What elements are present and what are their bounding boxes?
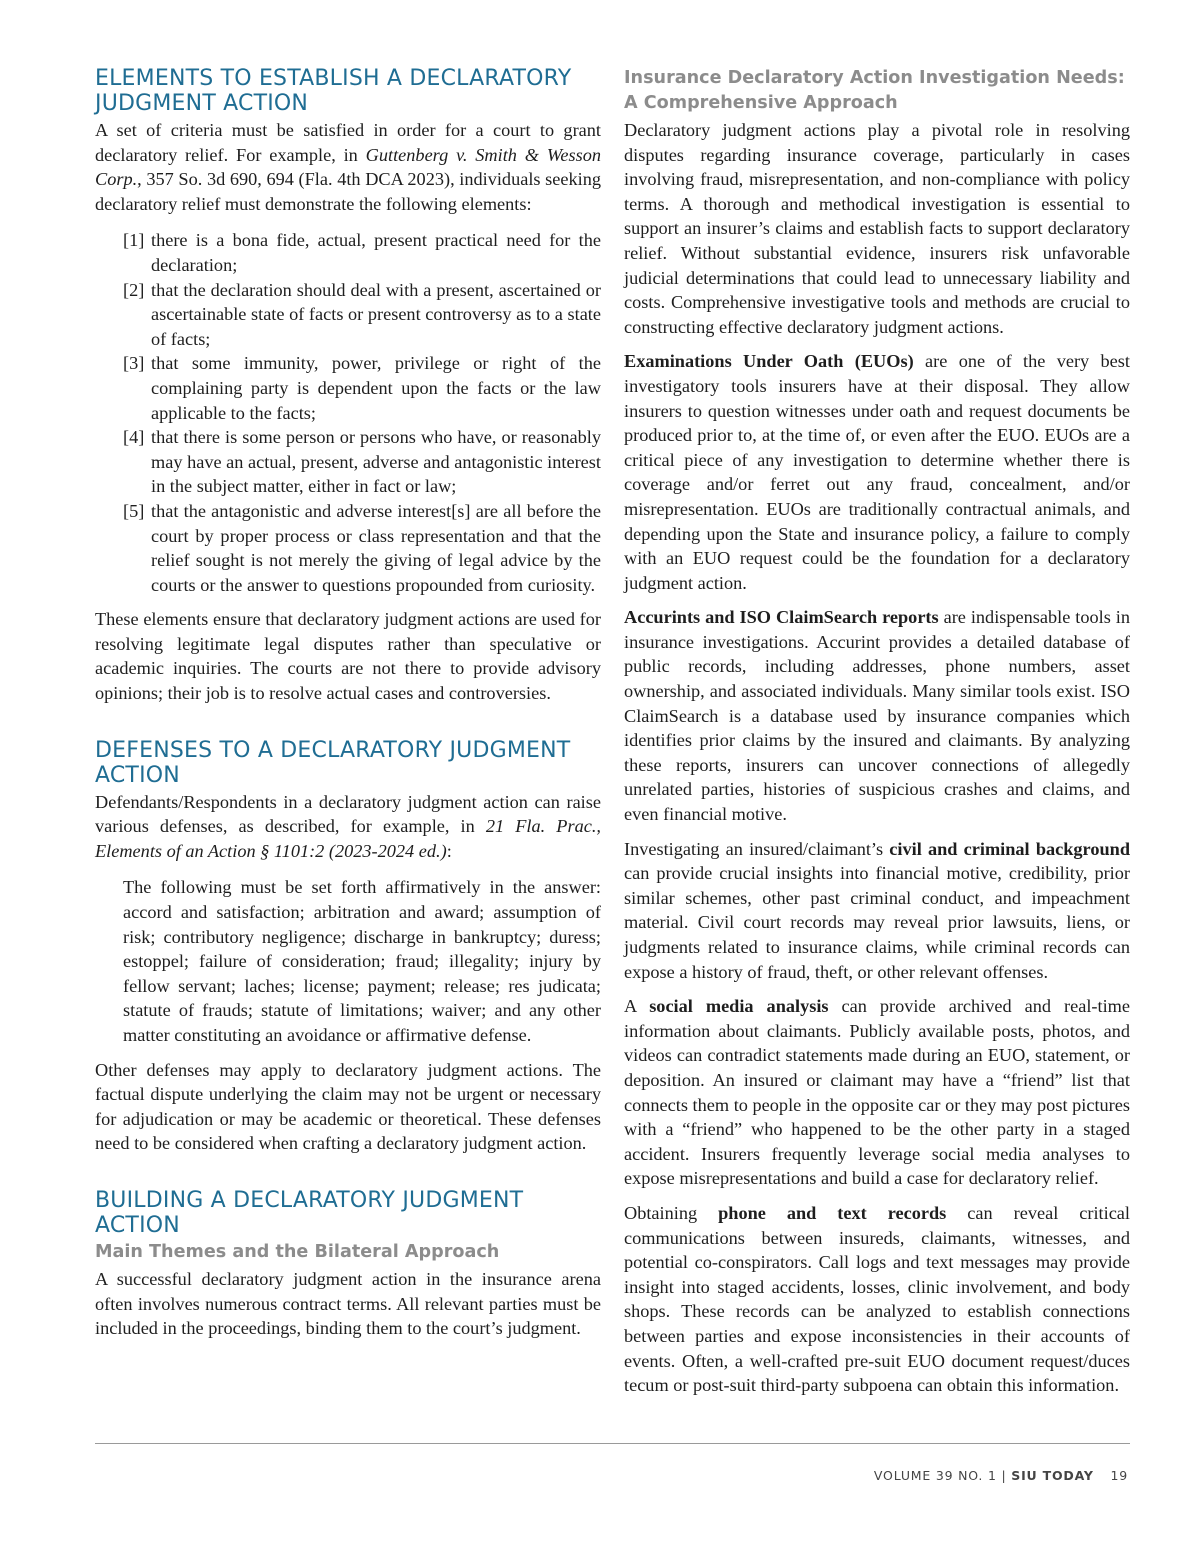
list-item — [123, 278, 601, 352]
case-citation: Guttenberg v. Smith & Wesson Corp. — [95, 144, 601, 190]
list-text: that some immunity, power, privilege or right of the complaining party is dependent upon the facts or the law applicable to the facts; — [151, 353, 601, 423]
list-number: [5] — [123, 500, 145, 521]
elements-intro — [95, 118, 601, 216]
paragraph-text: can reveal critical communications between insureds, claimants, witnesses, and potential co-conspirators. Call logs and text messages may provide insight into staged accidents, losses, clinic involvement, and body shops. These records can be analyzed to establish connections between parties and expose inconsistencies in their accounts of events. Often, a well-crafted pre-suit EUO document request/duces tecum or post-suit third-party subpoena can obtain this information. — [624, 1202, 1131, 1396]
page-footer — [874, 1468, 1128, 1483]
defenses-summary: Other defenses may apply to declaratory judgment actions. The factual dispute underlying the claim may not be urgent or necessary for adjudication or may be academic or theoretical. These defenses need to be considered when crafting a declaratory judgment action. — [95, 1059, 601, 1154]
social-media-paragraph — [624, 994, 1130, 1191]
bold-term: social media analysis — [649, 996, 829, 1017]
list-text: there is a bona fide, actual, present practical need for the declaration; — [151, 230, 601, 275]
bold-term: phone and text records — [718, 1202, 947, 1223]
list-number: [4] — [123, 427, 145, 448]
magazine-title: SIU TODAY — [1011, 1468, 1094, 1483]
treatise-citation: 21 Fla. Prac., Elements of an Action § 1101:2 (2023-2024 ed.) — [95, 816, 601, 861]
paragraph-text: are one of the very best investigatory tools insurers have at their disposal. They allow insurers to question witnesses under oath and request documents be produced prior to, at the time of, or even after the EUO. EUOs are a critical piece of any investigation to determine whether there is coverage and/or ferret out any fraud, concealment, and/or misrepresentation. EUOs are traditionally contractual animals, and depending upon the State and insurance policy, a failure to comply with an EUO request could be the foundation for a declaratory judgment action. — [624, 351, 1130, 593]
list-number: [3] — [123, 353, 145, 374]
footer-separator: | — [1001, 1468, 1007, 1483]
paragraph-text: can provide archived and real-time information about claimants. Publicly available posts, photos, and videos can contradict statements made during an EUO, statement, or deposition. An insured or claimant may have a “friend” list that connects them to people in the opposite car or they may post pictures with a “friend” who happened to be the other party in a staged accident. Insurers frequently leverage social media analyses to expose misrepresentations and build a case for declaratory relief. — [624, 996, 1131, 1189]
list-number: [1] — [123, 230, 145, 251]
building-paragraph: A successful declaratory judgment action in the insurance arena often involves numerous contract terms. All relevant parties must be included in the proceedings, binding them to the court’s judgment. — [95, 1268, 601, 1339]
elements-summary: These elements ensure that declaratory judgment actions are used for resolving legitimate legal disputes rather than speculative or academic inquiries. The courts are not there to provide advisory opinions; their job is to resolve actual cases and controversies. — [95, 609, 601, 704]
bold-term: civil and criminal background — [889, 838, 1130, 859]
list-item — [123, 351, 601, 425]
left-column — [95, 66, 601, 1351]
background-paragraph — [624, 837, 1130, 985]
paragraph-text: Investigating an insured/claimant’s — [624, 838, 890, 859]
defenses-quote: The following must be set forth affirmatively in the answer: accord and satisfaction; arbitration and award; assumption of risk; contributory negligence; discharge in bankruptcy; duress; estoppel; failure of consideration; fraud; illegality; injury by fellow servant; laches; license; payment; release; res judicata; statute of frauds; statute of limitations; waiver; and any other matter constituting an avoidance or affirmative defense. — [123, 877, 601, 1045]
section-heading-building: BUILDING A DECLARATORY JUDGMENT ACTION — [95, 1187, 524, 1238]
paragraph-text: can provide crucial insights into financial motive, credibility, prior similar schemes, other past criminal conduct, and impeachment material. Civil court records may reveal prior lawsuits, liens, or judgments related to insurance claims, while criminal records can expose a history of fraud, theft, or other relevant offenses. — [624, 863, 1130, 982]
section-heading-elements: ELEMENTS TO ESTABLISH A DECLARATORY JUDGMENT ACTION — [95, 66, 572, 116]
paragraph-text: are indispensable tools in insurance investigations. Accurint provides a detailed database of public records, including addresses, phone numbers, asset ownership, and associated individuals. Many similar tools exist. ISO ClaimSearch is a database used by insurance companies which identifies prior claims by the insured and claimants. By analyzing these reports, insurers can uncover connections of allegedly unrelated parties, histories of suspicious crashes and claims, and even financial motive. — [624, 607, 1130, 825]
euo-paragraph — [624, 349, 1130, 595]
footer-divider — [95, 1443, 1130, 1444]
accurint-paragraph — [624, 605, 1130, 826]
list-number: [2] — [123, 279, 145, 300]
intro-text-cont: : — [446, 840, 452, 861]
list-text: that the declaration should deal with a present, ascertained or ascertainable state of facts or present controversy as to a state of facts; — [151, 279, 601, 349]
list-text: that there is some person or persons who have, or reasonably may have an actual, present, adverse and antagonistic interest in the subject matter, either in fact or law; — [151, 427, 601, 497]
right-column — [624, 66, 1130, 1408]
list-item — [123, 425, 601, 499]
volume-number: VOLUME 39 NO. 1 — [873, 1468, 997, 1483]
paragraph-text: Obtaining — [624, 1202, 719, 1223]
list-item — [123, 228, 601, 277]
elements-list — [95, 228, 601, 597]
section-heading-defenses: DEFENSES TO A DECLARATORY JUDGMENT ACTION — [95, 737, 571, 788]
defenses-intro — [95, 790, 601, 864]
bold-term: Accurints and ISO ClaimSearch reports — [624, 607, 939, 628]
subheading-main-themes: Main Themes and the Bilateral Approach — [95, 1241, 500, 1262]
subheading-investigation-needs: Insurance Declaratory Action Investigation Needs: A Comprehensive Approach — [624, 68, 1125, 113]
page-number: 19 — [1110, 1468, 1128, 1483]
phone-records-paragraph — [624, 1201, 1130, 1398]
list-item — [123, 499, 601, 597]
intro-text-cont: , 357 So. 3d 690, 694 (Fla. 4th DCA 2023), individuals seeking declaratory relief must demonstrate the following elements: — [95, 169, 601, 214]
investigation-intro: Declaratory judgment actions play a pivotal role in resolving disputes regarding insurance coverage, particularly in cases involving fraud, misrepresentation, and non-compliance with policy terms. A thorough and methodical investigation is essential to support an insurer’s claims and establish facts to support declaratory relief. Without substantial evidence, insurers risk unfavorable judicial determinations that could lead to unnecessary liability and costs. Comprehensive investigative tools and methods are crucial to constructing effective declaratory judgment actions. — [624, 120, 1130, 337]
intro-text: A set of criteria must be satisfied in order for a court to grant declaratory relief. For example, in — [95, 120, 601, 165]
list-text: that the antagonistic and adverse interest[s] are all before the court by proper process or class representation and that the relief sought is not merely the giving of legal advice by the courts or the answer to questions propounded from curiosity. — [151, 500, 601, 595]
intro-text: Defendants/Respondents in a declaratory judgment action can raise various defenses, as described, for example, in — [95, 791, 601, 837]
bold-term: Examinations Under Oath (EUOs) — [624, 351, 914, 372]
paragraph-text: A — [624, 996, 650, 1017]
